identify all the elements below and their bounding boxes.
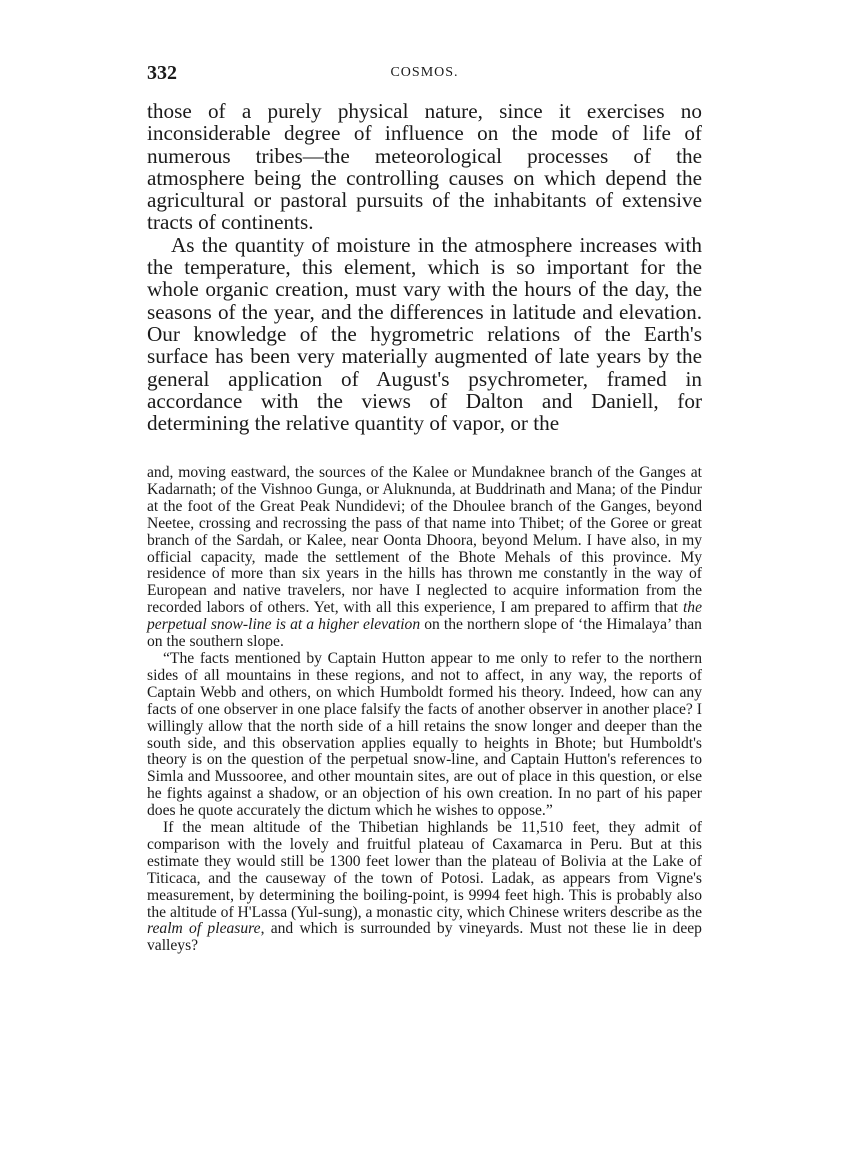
main-paragraph-2: As the quantity of moisture in the atmosphere increases with the temperature, this element, which is so important for the whole organic creation, must vary with the hours of the day, the seasons of the year, and the differences in latitude and elevation. Our knowledge of the hygrometric relations of the Earth's surface has been very materially augmented of late years by the general application of August's psychrometer, framed in accordance with the views of Dalton and Daniell, for determining the relative quantity of vapor, or the [147,232,702,436]
footnote-text: and, moving eastward, the sources of the Kalee or Mundaknee branch of the Ganges at Kadarnath; of the Vishnoo Gunga, or Aluknunda, at Buddrinath and Mana; of the Pindur at the foot of the Great Peak Nundidevi; of the Dhoulee branch of the Ganges, beyond Neetee, crossing and recrossing the pass of that name into Thibet; of the Goree or great branch of the Sardah, or Kalee, near Oonta Dhoora, beyond Melum. I have also, in my official capacity, made the settlement of the Bhote Mehals of this province. My residence of more than six years in the hills has thrown me constantly in the way of European and native travelers, nor have I neglected to acquire information from the recorded labors of others. Yet, with all this experience, I am prepared to affirm that [147,464,702,617]
footnote-text: , and which is surrounded by vineyards. Must not these lie in deep valleys? [147,920,702,955]
footnote-emphasis: the perpetual snow-line is at a higher elevation [147,599,702,634]
footnote-emphasis: realm of pleasure [147,920,261,938]
running-title: COSMOS. [390,65,459,80]
footnote-paragraph-3 [147,820,702,955]
footnote [147,465,702,955]
main-text [147,100,702,434]
page-number: 332 [147,62,177,84]
footnote-paragraph-2: “The facts mentioned by Captain Hutton appear to me only to refer to the northern sides of all mountains in these regions, and not to affect, in any way, the reports of Captain Webb and others, on which Humboldt formed his theory. Indeed, how can any facts of one observer in one place falsify the facts of another observer in another place? I willingly allow that the north side of a hill retains the snow longer and deeper than the south side, and this observation applies equally to heights in Bhote; but Humboldt's theory is on the question of the perpetual snow-line, and Captain Hutton's references to Simla and Mussooree, and other mountain sites, are out of place in this question, or else he fights against a shadow, or an objection of his own creation. In no part of his paper does he quote accurately the dictum which he wishes to oppose.” [147,649,702,820]
main-paragraph-1: those of a purely physical nature, since it exercises no inconsiderable degree of influence on the mode of life of numerous tribes—the meteorological processes of the atmosphere being the controlling causes on which depend the agricultural or pastoral pursuits of the inhabitants of extensive tracts of continents. [147,99,702,235]
footnote-text: If the mean altitude of the Thibetian highlands be 11,510 feet, they admit of comparison with the lovely and fruitful plateau of Caxamarca in Peru. But at this estimate they would still be 1300 feet lower than the plateau of Bolivia at the Lake of Titicaca, and the causeway of the town of Potosi. Ladak, as appears from Vigne's measurement, by determining the boiling-point, is 9994 feet high. This is probably also the altitude of H'Lassa (Yul-sung), a monastic city, which Chinese writers describe as the [147,819,702,921]
footnote-text: on the northern slope of ‘the Himalaya’ than on the southern slope. [147,616,702,651]
page-header [147,62,702,88]
footnote-paragraph-1 [147,465,702,651]
